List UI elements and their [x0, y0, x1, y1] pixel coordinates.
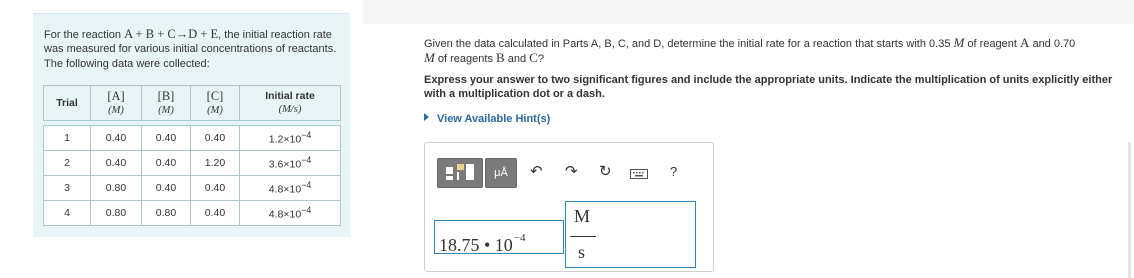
redo-icon[interactable]: ↷: [565, 163, 578, 180]
cell-rate: $3.6\times 10^{-4}$: [240, 151, 341, 176]
cell-c: 0.40: [191, 126, 240, 151]
table-row: [44, 151, 341, 176]
cell-c: 1.20: [191, 151, 240, 176]
cell-b: 0.40: [142, 151, 191, 176]
problem-statement: [44, 27, 344, 71]
intro-suffix: , the initial reaction rate was measured for various initial concentrations of reactants. The following data were collected:: [44, 29, 337, 70]
intro-prefix: For the reaction: [44, 29, 125, 41]
cell-a: 0.40: [91, 126, 142, 151]
reaction-equation: A + B + C→D + E: [124, 27, 219, 41]
cell-c: 0.40: [191, 176, 240, 201]
header-trial: Trial: [44, 86, 91, 121]
cell-a: 0.80: [91, 201, 142, 226]
table-row: [44, 176, 341, 201]
table-row: [44, 201, 341, 226]
table-row: [44, 126, 341, 151]
help-button[interactable]: ?: [670, 164, 678, 179]
undo-icon[interactable]: ↶: [530, 163, 543, 180]
table-header-row: [44, 86, 341, 121]
unit-numerator: M: [574, 206, 591, 226]
header-b: [B] (M): [142, 86, 191, 121]
problem-panel: [33, 13, 350, 237]
fraction-bar: [570, 236, 596, 237]
cell-b: 0.80: [142, 201, 191, 226]
cell-a: 0.80: [91, 176, 142, 201]
header-a: [A] (M): [91, 86, 142, 121]
cell-b: 0.40: [142, 126, 191, 151]
header-c: [C] (M): [191, 86, 240, 121]
answer-instructions: Express your answer to two significant figures and include the appropriate units. Indicate the multiplication of units explicitly either with a multiplication dot or a dash.: [424, 74, 1113, 100]
keyboard-icon[interactable]: [630, 167, 648, 183]
question-text: Given the data calculated in Parts A, B, C, and D, determine the initial rate for a reaction that starts with 0.35 M of reagent A and 0.70 M of reagents B and C?: [424, 35, 1076, 65]
hint-link-label: View Available Hint(s): [437, 113, 551, 125]
cell-b: 0.40: [142, 176, 191, 201]
scroll-edge: [1128, 142, 1131, 278]
units-button[interactable]: μÅ: [485, 158, 517, 188]
cell-rate: $4.8\times 10^{-4}$: [240, 176, 341, 201]
fraction-template-icon[interactable]: [437, 158, 483, 188]
answer-units-input[interactable]: [565, 201, 696, 268]
expand-triangle-icon: [424, 113, 429, 121]
cell-c: 0.40: [191, 201, 240, 226]
header-initial-rate: Initial rate (M/s): [240, 86, 341, 121]
reset-icon[interactable]: ↻: [599, 163, 612, 180]
cell-rate: $4.8\times 10^{-4}$: [240, 201, 341, 226]
cell-a: 0.40: [91, 151, 142, 176]
cell-trial: 2: [44, 151, 91, 176]
cell-trial: 3: [44, 176, 91, 201]
rate-data-table: [43, 85, 341, 226]
unit-denominator: s: [578, 242, 586, 262]
cell-trial: 4: [44, 201, 91, 226]
cell-rate: $1.2\times 10^{-4}$: [240, 126, 341, 151]
cell-trial: 1: [44, 126, 91, 151]
top-strip: [363, 0, 1134, 24]
view-hints-link[interactable]: [424, 113, 550, 125]
answer-value-input[interactable]: 18.75 • $10^{-4}$: [434, 220, 564, 254]
